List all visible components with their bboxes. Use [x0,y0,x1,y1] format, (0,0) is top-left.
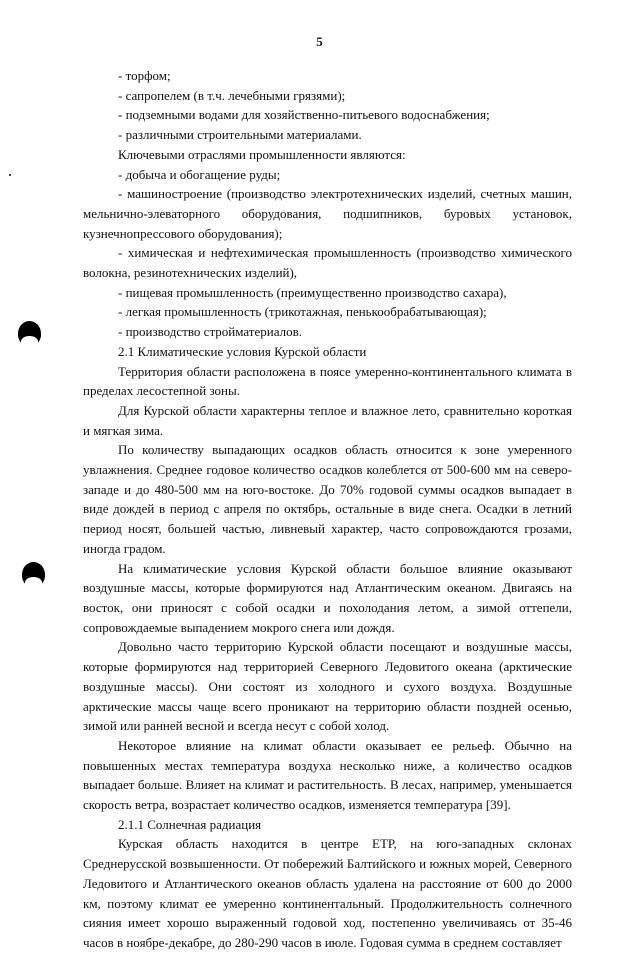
section-heading: 2.1 Климатические условия Курской области [118,343,367,359]
paragraph: Некоторое влияние на климат области оказывает ее рельеф. Обычно на повышенных местах температура воздуха несколько ниже, а количество осадков выпадает больше. Влияет на климат и растительность. В лесах, например, уменьшается скорость ветра, возрастает количество осадков, изменяется температура [39]. [83,737,572,813]
paragraph: Курская область находится в центре ЕТР, на юго-западных склонах Среднерусской возвышенности. От побережий Балтийского и южных морей, Северного Ледовитого и Атлантического океанов область удалена на расстояние от 600 до 2000 км, поэтому климат ее умеренно континентальный. Продолжительность солнечного сияния имеет хорошо выраженный годовой ход, постепенно увеличиваясь от 35-46 часов в ноябре-декабре, до 280-290 часов в июле. Годовая сумма в среднем составляет [83,836,572,950]
paragraph: По количеству выпадающих осадков область относится к зоне умеренного увлажнения. Среднее годовое количество осадков колеблется от 500-600 мм на северо-западе и до 480-500 мм на юго-востоке. До 70% годовой суммы осадков выпадает в виде дождей в период с апреля по октябрь, остальные в виде снега. Осадки в летний период носят, большей частью, ливневый характер, часто сопровождаются грозами, иногда градом. [83,442,572,556]
list-item: - сапропелем (в т.ч. лечебными грязями); [118,87,346,103]
paragraph: Для Курской области характерны теплое и влажное лето, сравнительно короткая и мягкая зима. [83,402,572,438]
punch-hole-top [18,321,41,346]
list-item: - пищевая промышленность (преимущественно производство сахара), [118,284,507,300]
paragraph: На климатические условия Курской области большое влияние оказывают воздушные массы, которые формируются над Атлантическим океаном. Двигаясь на восток, они приносят с собой осадки и похолодания летом, а зимой оттепели, сопровождаемые выпадением мокрого снега или дождя. [83,560,572,635]
list-item: - химическая и нефтехимическая промышленность (производство химического волокна, резинотехнических изделий), [83,245,572,281]
list-item: - подземными водами для хозяйственно-питьевого водоснабжения; [118,107,490,123]
list-item: - легкая промышленность (трикотажная, пенькообрабатывающая); [118,304,487,320]
list-item: - добыча и обогащение руды; [118,166,281,182]
list-item: - производство стройматериалов. [118,324,302,340]
list-item: - машиностроение (производство электротехнических изделий, счетных машин, мельнично-элеваторного оборудования, подшипников, буровых установок, кузнечнопрессового оборудования); [83,186,572,241]
list-item: - различными строительными материалами. [118,127,362,143]
paragraph: Территория области расположена в поясе умеренно-континентального климата в пределах лесостепной зоны. [83,363,572,399]
subsection-heading: 2.1.1 Солнечная радиация [118,816,262,832]
document-body [83,66,572,953]
paragraph: Ключевыми отраслями промышленности являются: [118,146,406,162]
punch-hole-bottom [22,562,45,587]
list-item: - торфом; [118,68,171,83]
scan-speck [9,174,11,176]
paragraph: Довольно часто территорию Курской области посещают и воздушные массы, которые формируются над территорией Северного Ледовитого океана (арктические воздушные массы). Они состоят из холодного и сухого воздуха. Воздушные арктические массы чаще всего проникают на территорию области поздней осенью, зимой или ранней весной и всегда несут с собой холод. [83,639,572,734]
page-number: 5 [316,34,323,49]
